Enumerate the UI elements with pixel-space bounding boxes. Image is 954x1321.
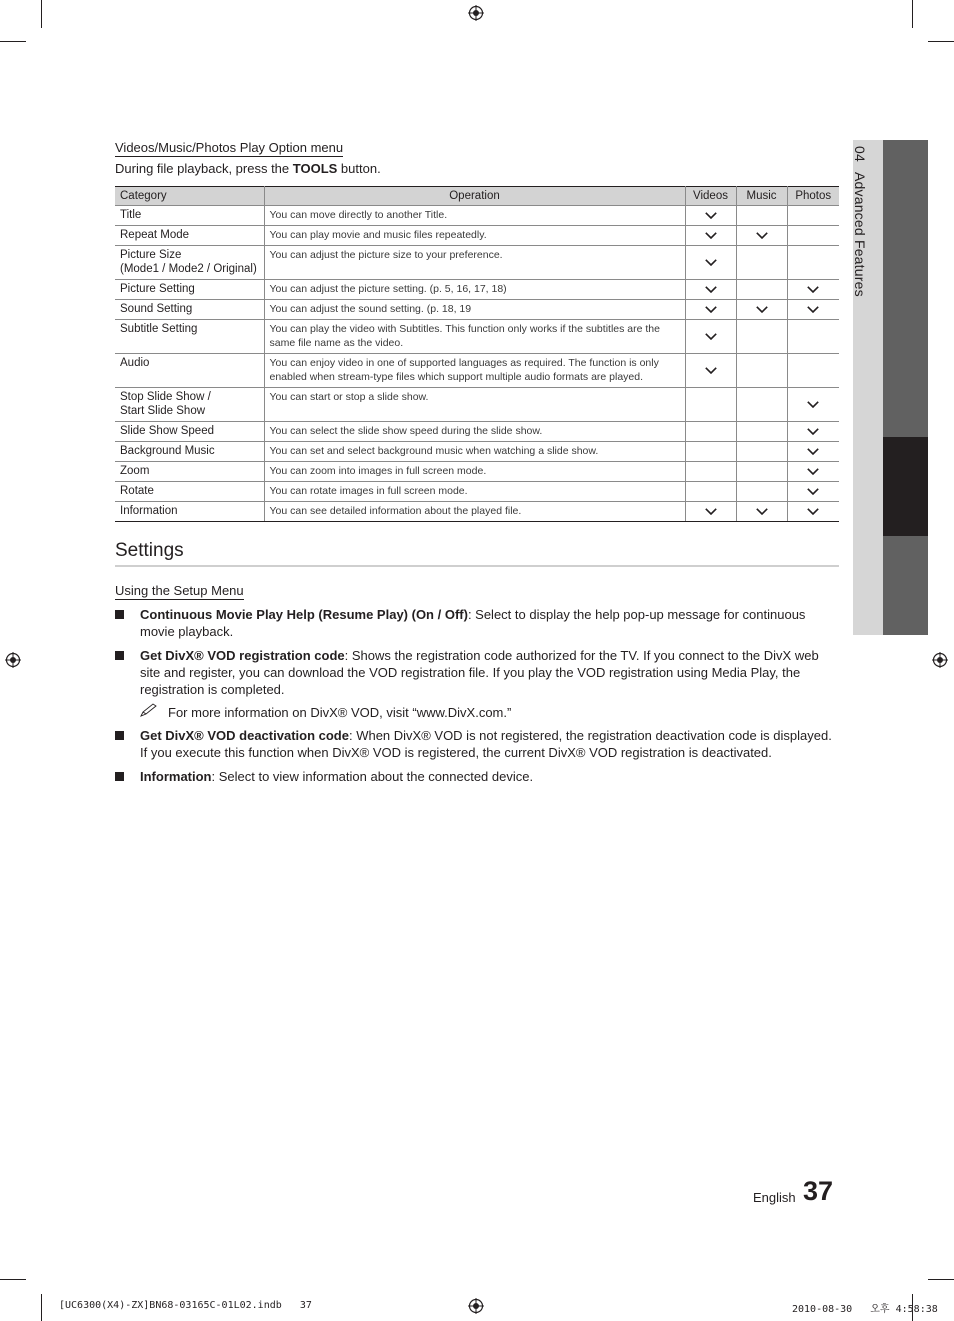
table-row	[115, 462, 839, 482]
check-icon	[756, 304, 768, 316]
crop-mark	[912, 0, 913, 28]
cell-operation: You can set and select background music when watching a slide show.	[264, 442, 685, 462]
category-line: Background Music	[120, 445, 215, 457]
category-line: Audio	[120, 357, 150, 369]
cell-operation: You can enjoy video in one of supported languages as required. The function is only enabled when stream-type files which support multiple audio formats are played.	[264, 354, 685, 388]
print-slug-file: [UC6300(X4)-ZX]BN68-03165C-01L02.indb 37	[59, 1300, 312, 1311]
cell-operation: You can play the video with Subtitles. This function only works if the subtitles are the same file name as the video.	[264, 320, 685, 354]
bullet-square-icon	[115, 651, 124, 660]
category-line: Title	[120, 209, 142, 221]
check-icon	[756, 230, 768, 242]
cell-category	[115, 442, 264, 462]
cell-music	[736, 300, 787, 320]
chapter-tab-dark	[883, 536, 928, 635]
cell-operation: You can zoom into images in full screen mode.	[264, 462, 685, 482]
crop-mark	[41, 1294, 42, 1321]
cell-videos	[685, 422, 736, 442]
table-row	[115, 226, 839, 246]
check-icon	[705, 257, 717, 269]
check-icon	[756, 506, 768, 518]
category-line: (Mode1 / Mode2 / Original)	[120, 263, 257, 275]
cell-operation: You can select the slide show speed during the slide show.	[264, 422, 685, 442]
cell-videos	[685, 300, 736, 320]
cell-music	[736, 226, 787, 246]
print-slug-date: 2010-08-30 오후 4:58:38	[792, 1304, 938, 1315]
table-row	[115, 354, 839, 388]
table-row	[115, 388, 839, 422]
check-icon	[807, 426, 819, 438]
cell-photos	[787, 422, 839, 442]
cell-category	[115, 502, 264, 522]
cell-photos	[787, 206, 839, 226]
check-icon	[705, 230, 717, 242]
cell-photos	[787, 226, 839, 246]
cell-videos	[685, 442, 736, 462]
list-item	[115, 606, 839, 640]
page-number: 37	[803, 1176, 834, 1206]
list-item	[115, 647, 839, 698]
crop-mark	[928, 1279, 954, 1280]
table-row	[115, 300, 839, 320]
check-icon	[807, 304, 819, 316]
check-icon	[705, 506, 717, 518]
item-label: Get DivX® VOD registration code	[140, 648, 345, 663]
crop-mark	[928, 41, 954, 42]
cell-category	[115, 482, 264, 502]
pencil-icon	[140, 703, 158, 717]
cell-videos	[685, 206, 736, 226]
bullet-square-icon	[115, 772, 124, 781]
play-option-intro	[115, 161, 381, 176]
cell-music	[736, 320, 787, 354]
category-line: Start Slide Show	[120, 405, 206, 417]
registration-mark-icon	[468, 1298, 484, 1314]
bullet-square-icon	[115, 731, 124, 740]
category-line: Repeat Mode	[120, 229, 190, 241]
cell-photos	[787, 482, 839, 502]
cell-category	[115, 206, 264, 226]
cell-photos	[787, 300, 839, 320]
category-line: Slide Show Speed	[120, 425, 214, 437]
cell-music	[736, 422, 787, 442]
cell-photos	[787, 388, 839, 422]
table-row	[115, 422, 839, 442]
note-text: For more information on DivX® VOD, visit “www.DivX.com.”	[168, 705, 512, 720]
check-icon	[807, 446, 819, 458]
chapter-number: 04	[852, 146, 868, 162]
category-line: Rotate	[120, 485, 154, 497]
check-icon	[705, 304, 717, 316]
category-line: Sound Setting	[120, 303, 193, 315]
cell-videos	[685, 502, 736, 522]
cell-operation: You can start or stop a slide show.	[264, 388, 685, 422]
cell-videos	[685, 246, 736, 280]
play-option-title: Videos/Music/Photos Play Option menu	[115, 140, 344, 155]
header-photos: Photos	[787, 187, 839, 206]
cell-category	[115, 280, 264, 300]
table-row	[115, 280, 839, 300]
cell-videos	[685, 462, 736, 482]
chapter-title: Advanced Features	[852, 171, 868, 297]
crop-mark	[41, 0, 42, 28]
list-item	[115, 768, 839, 785]
cell-photos	[787, 246, 839, 280]
cell-music	[736, 280, 787, 300]
header-music: Music	[736, 187, 787, 206]
check-icon	[807, 284, 819, 296]
cell-category	[115, 462, 264, 482]
list-item	[115, 727, 839, 761]
table-row	[115, 502, 839, 522]
cell-category	[115, 320, 264, 354]
registration-mark-icon	[932, 652, 948, 668]
cell-videos	[685, 482, 736, 502]
item-label: Information	[140, 769, 212, 784]
table-row	[115, 206, 839, 226]
header-operation: Operation	[264, 187, 685, 206]
registration-mark-icon	[5, 652, 21, 668]
header-category: Category	[115, 187, 264, 206]
cell-operation: You can play movie and music files repeatedly.	[264, 226, 685, 246]
cell-music	[736, 206, 787, 226]
chapter-label	[852, 146, 868, 297]
cell-music	[736, 388, 787, 422]
cell-music	[736, 442, 787, 462]
cell-operation: You can adjust the picture setting. (p. 5, 16, 17, 18)	[264, 280, 685, 300]
cell-photos	[787, 320, 839, 354]
cell-photos	[787, 354, 839, 388]
table-header-row	[115, 187, 839, 206]
table-row	[115, 320, 839, 354]
chapter-tab-active	[883, 437, 928, 536]
play-option-table	[115, 186, 839, 522]
intro-text: During file playback, press the	[115, 161, 293, 176]
settings-heading: Settings	[115, 540, 184, 561]
cell-videos	[685, 226, 736, 246]
heading-rule	[115, 565, 839, 567]
item-text: : Shows the registration code authorized for the TV. If you connect to the DivX web site and register, you can download the VOD registration file. If you play the VOD registration using Media Play, the registration is completed.	[140, 648, 819, 697]
category-line: Subtitle Setting	[120, 323, 198, 335]
category-line: Zoom	[120, 465, 150, 477]
cell-operation: You can see detailed information about the played file.	[264, 502, 685, 522]
item-text: : When DivX® VOD is not registered, the registration deactivation code is displayed. If you execute this function when DivX® VOD is registered, the current DivX® VOD registration is deactivated.	[140, 728, 832, 760]
crop-mark	[0, 1279, 26, 1280]
cell-photos	[787, 280, 839, 300]
cell-photos	[787, 502, 839, 522]
cell-music	[736, 502, 787, 522]
tools-key: TOOLS	[292, 161, 338, 176]
cell-category	[115, 388, 264, 422]
check-icon	[705, 210, 717, 222]
intro-text: button.	[337, 161, 381, 176]
cell-category	[115, 422, 264, 442]
cell-category	[115, 300, 264, 320]
setup-menu-subheading: Using the Setup Menu	[115, 583, 244, 598]
check-icon	[807, 399, 819, 411]
cell-photos	[787, 442, 839, 462]
check-icon	[807, 506, 819, 518]
item-label: Get DivX® VOD deactivation code	[140, 728, 349, 743]
check-icon	[807, 486, 819, 498]
table-row	[115, 246, 839, 280]
cell-operation: You can rotate images in full screen mode.	[264, 482, 685, 502]
registration-mark-icon	[468, 5, 484, 21]
item-text: : Select to view information about the connected device.	[211, 769, 534, 784]
header-videos: Videos	[685, 187, 736, 206]
check-icon	[705, 331, 717, 343]
note	[140, 703, 511, 720]
bullet-square-icon	[115, 610, 124, 619]
table-row	[115, 442, 839, 462]
cell-operation: You can adjust the sound setting. (p. 18, 19	[264, 300, 685, 320]
item-text: : Select to display the help pop-up message for continuous movie playback.	[140, 607, 806, 639]
cell-music	[736, 482, 787, 502]
cell-videos	[685, 320, 736, 354]
crop-mark	[0, 41, 26, 42]
category-line: Picture Size	[120, 249, 182, 261]
cell-videos	[685, 388, 736, 422]
cell-operation: You can move directly to another Title.	[264, 206, 685, 226]
cell-videos	[685, 280, 736, 300]
cell-music	[736, 462, 787, 482]
chapter-tab-dark	[883, 140, 928, 437]
category-line: Picture Setting	[120, 283, 195, 295]
cell-photos	[787, 462, 839, 482]
category-line: Stop Slide Show /	[120, 391, 211, 403]
cell-category	[115, 354, 264, 388]
table-row	[115, 482, 839, 502]
check-icon	[705, 365, 717, 377]
footer-language: English	[753, 1190, 796, 1205]
cell-music	[736, 246, 787, 280]
item-label: Continuous Movie Play Help (Resume Play) (On / Off)	[140, 607, 468, 622]
cell-videos	[685, 354, 736, 388]
category-line: Information	[120, 505, 178, 517]
cell-category	[115, 246, 264, 280]
check-icon	[807, 466, 819, 478]
cell-operation: You can adjust the picture size to your preference.	[264, 246, 685, 280]
cell-music	[736, 354, 787, 388]
cell-category	[115, 226, 264, 246]
check-icon	[705, 284, 717, 296]
